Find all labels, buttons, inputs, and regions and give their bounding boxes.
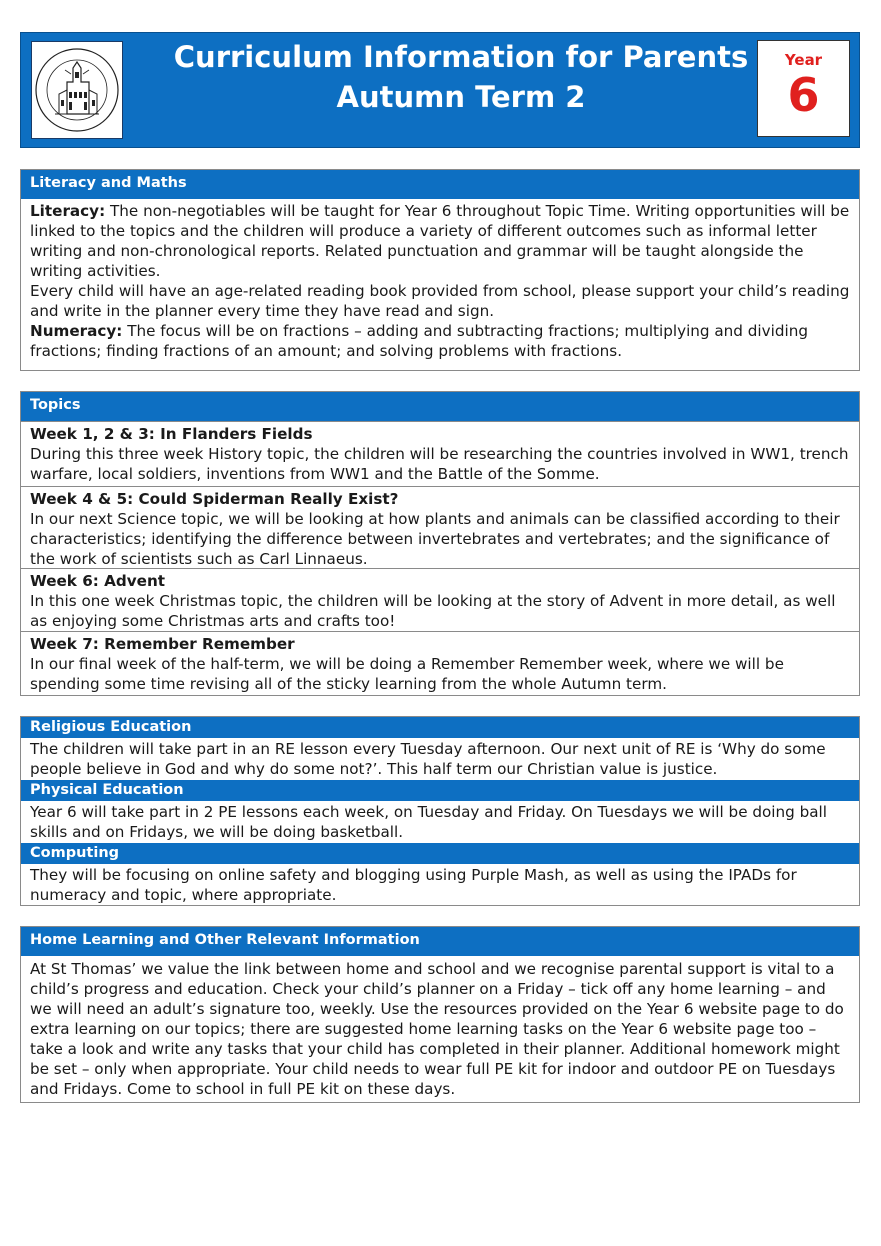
subject-heading-computing: Computing: [21, 843, 859, 864]
year-badge: [757, 40, 850, 137]
literacy-maths-body: [21, 199, 859, 365]
topic-week: [21, 568, 859, 631]
subject-text-pe: Year 6 will take part in 2 PE lessons each week, on Tuesday and Friday. On Tuesdays we will be doing ball skills and on Fridays, we will be doing basketball.: [30, 803, 828, 841]
school-logo: [31, 41, 123, 139]
section-heading: Home Learning and Other Relevant Information: [21, 927, 859, 956]
subjects-section: [20, 716, 860, 906]
section-heading: Topics: [21, 392, 859, 421]
topic-week: [21, 631, 859, 696]
home-learning-section: [20, 926, 860, 1103]
topic-week-title: Week 1, 2 & 3: In Flanders Fields: [30, 425, 313, 443]
section-heading: Literacy and Maths: [21, 170, 859, 199]
year-label: Year: [784, 51, 823, 69]
topic-week-text: During this three week History topic, the children will be researching the countries involved in WW1, trench warfare, local soldiers, inventions from WW1 and the Battle of the Somme.: [30, 445, 849, 483]
literacy-label: Literacy:: [30, 202, 106, 220]
topic-week-text: In our next Science topic, we will be looking at how plants and animals can be classified according to their characteristics; identifying the difference between invertebrates and vertebrates; and the significance of the work of scientists such as Carl Linnaeus.: [30, 510, 840, 568]
year-number: 6: [787, 68, 820, 122]
topic-week-title: Week 4 & 5: Could Spiderman Really Exist?: [30, 490, 399, 508]
title-line-1: Curriculum Information for Parents: [173, 40, 749, 74]
title-line-2: Autumn Term 2: [336, 80, 586, 114]
page-header: [20, 32, 860, 148]
subject-heading-re: Religious Education: [21, 717, 859, 738]
home-learning-text: At St Thomas’ we value the link between home and school and we recognise parental support is vital to a child’s progress and education. Check your child’s planner on a Friday – tick off any home learning – and we will need an adult’s signature too, weekly. Use the resources provided on the Year 6 website page to do extra learning on our topics; there are suggested home learning tasks on the Year 6 website page too – take a look and write any tasks that your child has completed in their planner. Additional homework might be set – only when appropriate. Your child needs to wear full PE kit for indoor and outdoor PE on Tuesdays and Fridays. Come to school in full PE kit on these days.: [30, 960, 844, 1098]
topic-week: [21, 486, 859, 568]
page-title: [141, 37, 781, 117]
topic-week-text: In our final week of the half-term, we will be doing a Remember Remember week, where we will be spending some time revising all of the sticky learning from the whole Autumn term.: [30, 655, 784, 693]
numeracy-text: The focus will be on fractions – adding and subtracting fractions; multiplying and dividing fractions; finding fractions of an amount; and solving problems with fractions.: [30, 322, 808, 360]
topic-week: [21, 421, 859, 486]
topics-section: [20, 391, 860, 696]
literacy-maths-section: [20, 169, 860, 371]
numeracy-label: Numeracy:: [30, 322, 123, 340]
subject-text-computing: They will be focusing on online safety and blogging using Purple Mash, as well as using the IPADs for numeracy and topic, where appropriate.: [30, 866, 797, 904]
topic-week-text: In this one week Christmas topic, the children will be looking at the story of Advent in more detail, as well as enjoying some Christmas arts and crafts too!: [30, 592, 836, 630]
school-crest-icon: [33, 44, 121, 136]
literacy-text: The non-negotiables will be taught for Year 6 throughout Topic Time. Writing opportunities will be linked to the topics and the children will produce a variety of different outcomes such as informal letter writing and non-chronological reports. Related punctuation and grammar will be taught alongside the writing activities.: [30, 202, 850, 280]
subject-heading-pe: Physical Education: [21, 780, 859, 801]
topic-week-title: Week 7: Remember Remember: [30, 635, 295, 653]
reading-text: Every child will have an age-related reading book provided from school, please support your child’s reading and write in the planner every time they have read and sign.: [30, 282, 850, 320]
topic-week-title: Week 6: Advent: [30, 572, 166, 590]
subject-text-re: The children will take part in an RE lesson every Tuesday afternoon. Our next unit of RE is ‘Why do some people believe in God and why do some not?’. This half term our Christian value is justice.: [30, 740, 826, 778]
